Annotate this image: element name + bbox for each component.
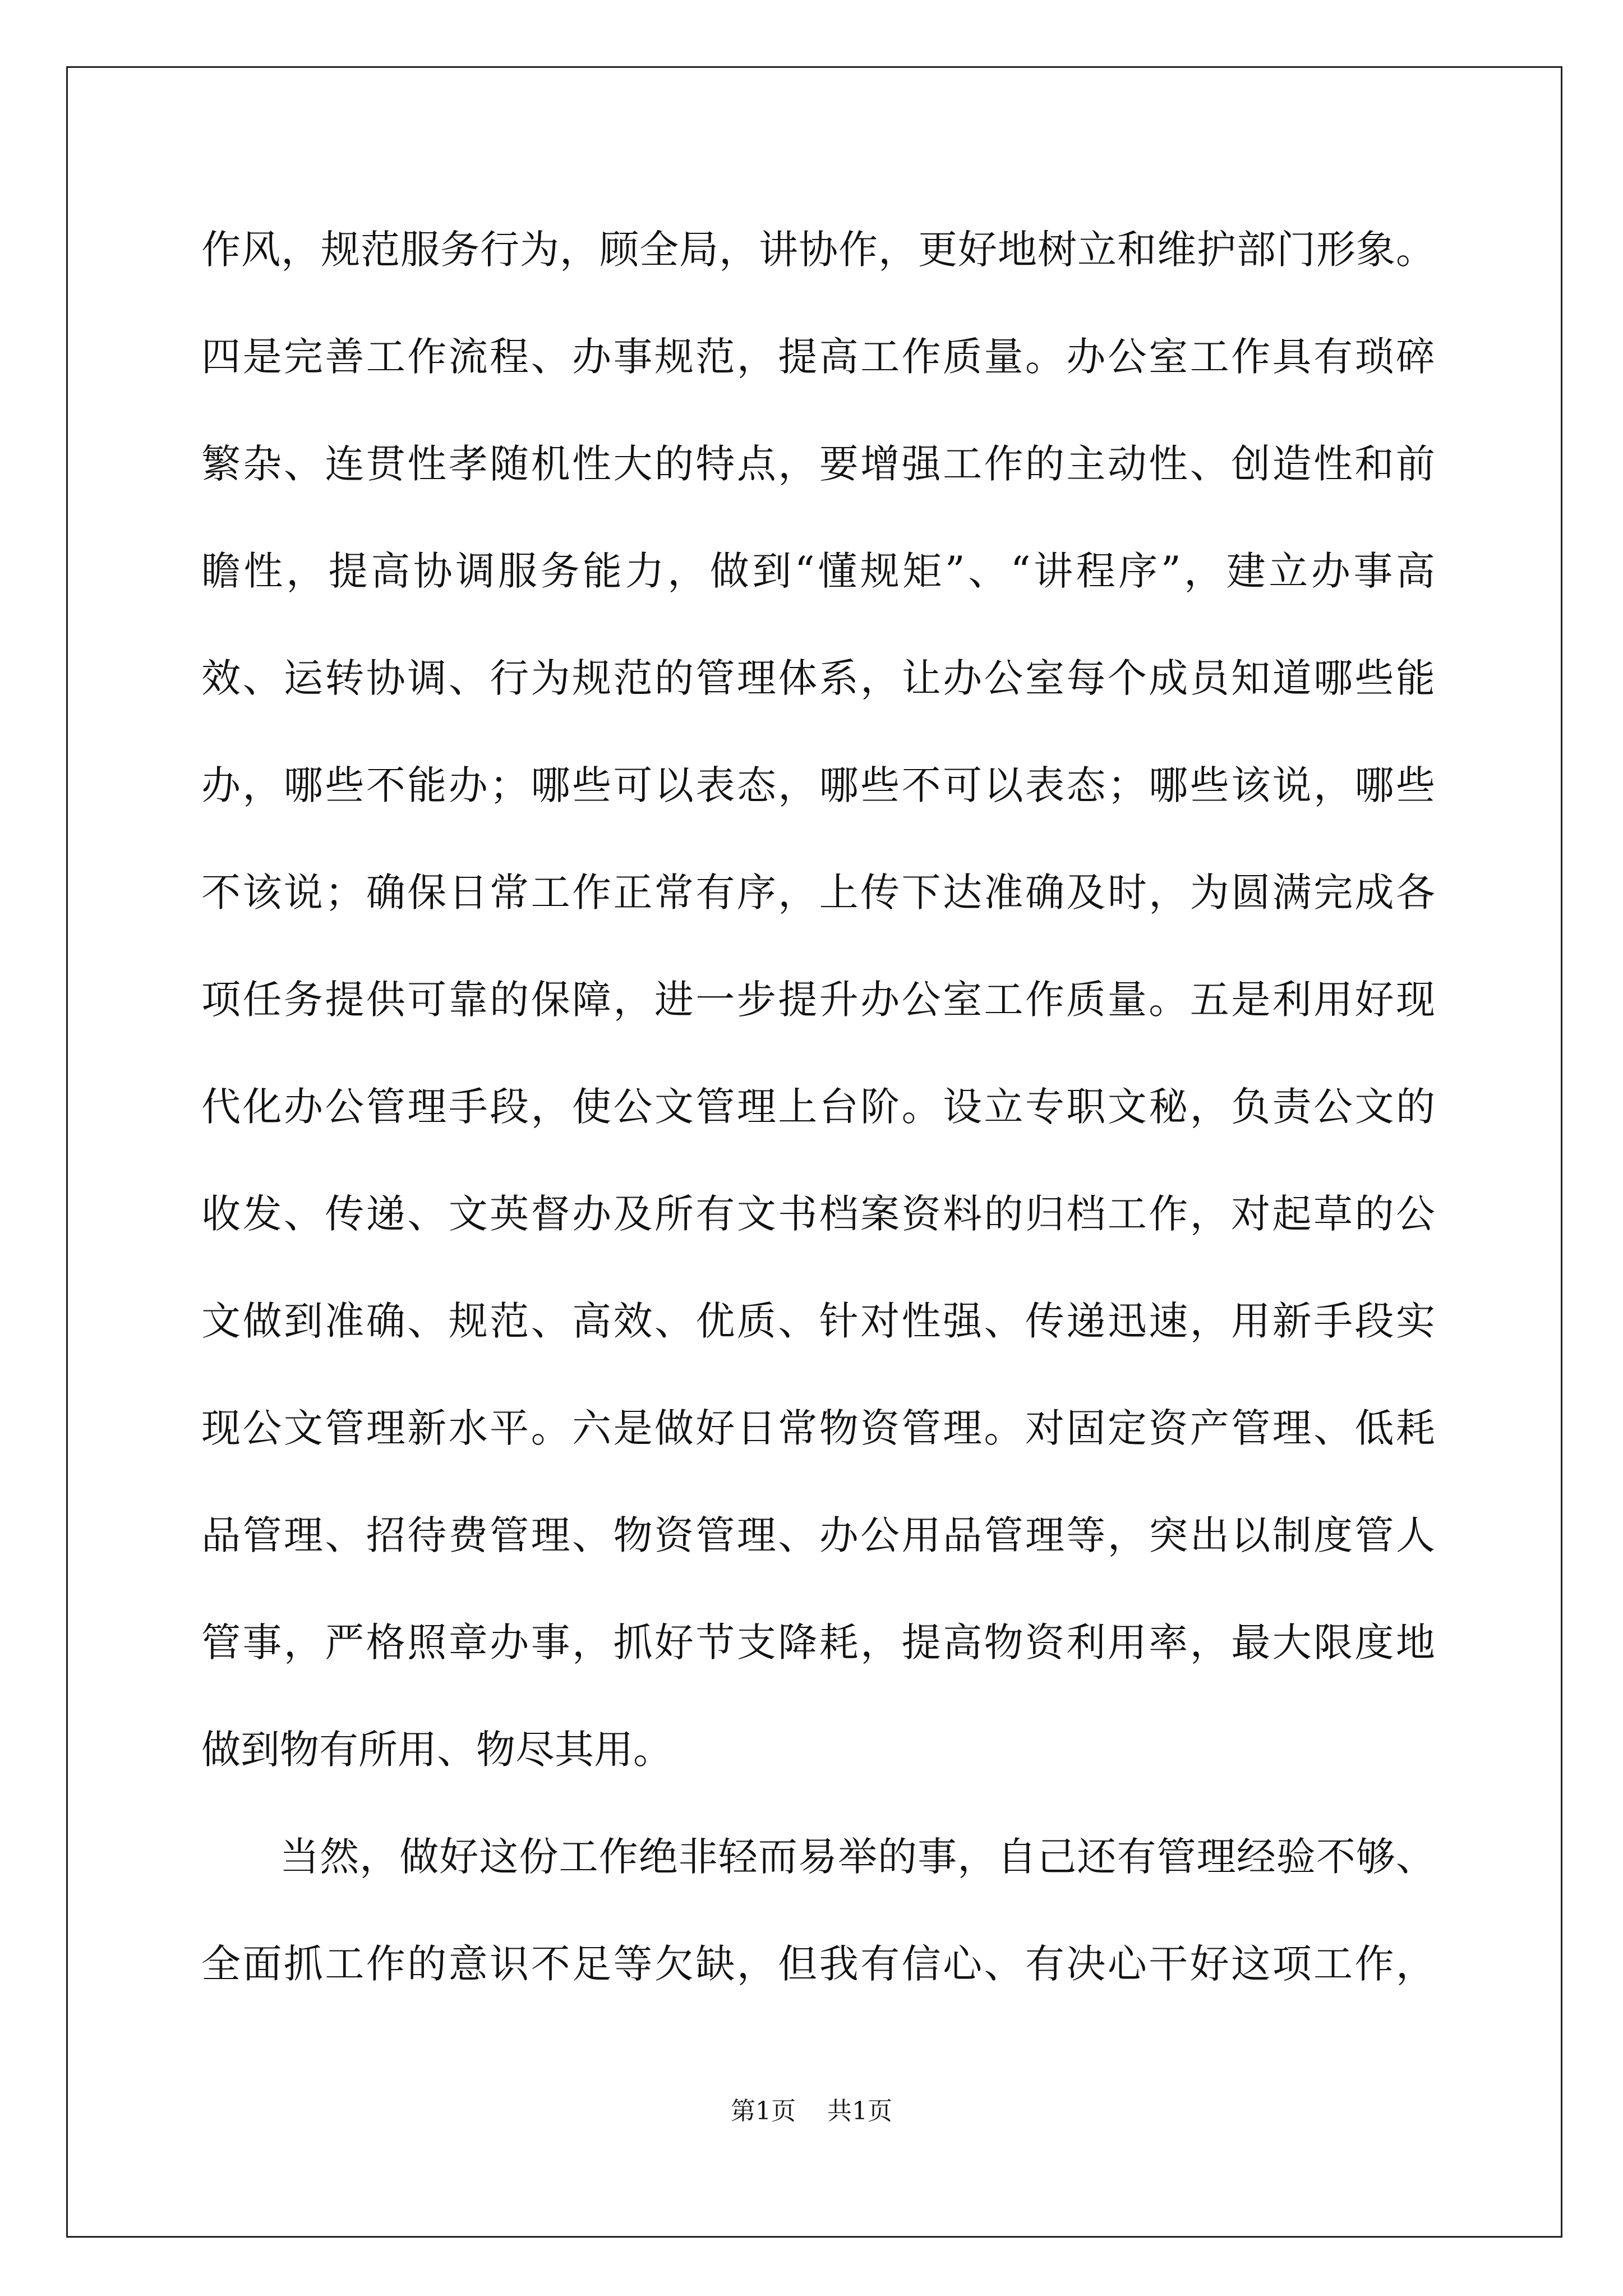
text-line: 四是完善工作流程、办事规范，提高工作质量。办公室工作具有琐碎 xyxy=(201,334,1435,380)
text-line: 作风，规范服务行为，顾全局，讲协作，更好地树立和维护部门形象。 xyxy=(201,227,1435,273)
text-line: 项任务提供可靠的保障，进一步提升办公室工作质量。五是利用好现 xyxy=(201,977,1435,1023)
text-line: 瞻性，提高协调服务能力，做到“懂规矩”、“讲程序”，建立办事高 xyxy=(201,548,1435,594)
page-count: 共1页 xyxy=(827,2097,892,2125)
paragraph xyxy=(201,1803,1435,2018)
text-line: 代化办公管理手段，使公文管理上台阶。设立专职文秘，负责公文的 xyxy=(201,1084,1435,1130)
text-line: 做到物有所用、物尽其用。 xyxy=(201,1727,672,1773)
text-line: 管事，严格照章办事，抓好节支降耗，提高物资利用率，最大限度地 xyxy=(201,1619,1435,1665)
text-line: 当然，做好这份工作绝非轻而易举的事，自己还有管理经验不够、 xyxy=(280,1834,1435,1880)
text-line: 效、运转协调、行为规范的管理体系，让办公室每个成员知道哪些能 xyxy=(201,655,1435,701)
text-line: 品管理、招待费管理、物资管理、办公用品管理等，突出以制度管人 xyxy=(201,1512,1435,1558)
paragraph xyxy=(201,196,1435,1803)
text-line: 繁杂、连贯性孝随机性大的特点，要增强工作的主动性、创造性和前 xyxy=(201,441,1435,487)
text-line: 不该说；确保日常工作正常有序，上传下达准确及时，为圆满完成各 xyxy=(201,869,1435,915)
text-line: 收发、传递、文英督办及所有文书档案资料的归档工作，对起草的公 xyxy=(201,1191,1435,1237)
text-line: 全面抓工作的意识不足等欠缺，但我有信心、有决心干好这项工作， xyxy=(201,1941,1435,1987)
text-line: 现公文管理新水平。六是做好日常物资管理。对固定资产管理、低耗 xyxy=(201,1405,1435,1451)
page-number: 第1页 xyxy=(731,2097,796,2125)
text-line: 办，哪些不能办；哪些可以表态，哪些不可以表态；哪些该说，哪些 xyxy=(201,762,1435,808)
page-footer xyxy=(0,2095,1623,2128)
document-body xyxy=(201,196,1435,2018)
text-line: 文做到准确、规范、高效、优质、针对性强、传递迅速，用新手段实 xyxy=(201,1298,1435,1344)
